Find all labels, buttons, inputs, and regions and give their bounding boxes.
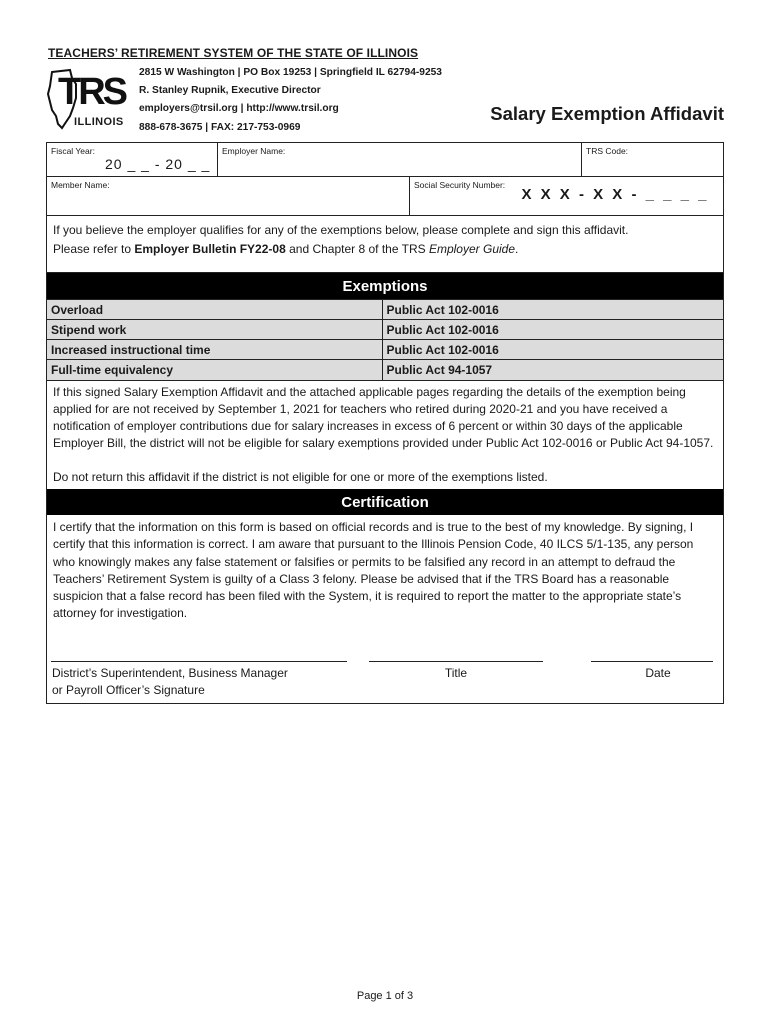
form-title: Salary Exemption Affidavit (490, 103, 724, 124)
signature-area (47, 625, 723, 703)
page-number: Page 1 of 3 (356, 990, 414, 1002)
executive-director: R. Stanley Rupnik, Executive Director (139, 85, 321, 97)
form-row-2 (47, 177, 723, 216)
exemption-act: Public Act 102-0016 (382, 320, 723, 340)
member-name-label: Member Name: (51, 180, 110, 190)
title-line[interactable] (369, 661, 543, 662)
ssn-value: X X X - X X - _ _ _ _ (521, 186, 709, 203)
trs-code-label: TRS Code: (586, 146, 629, 156)
affidavit-form (46, 142, 724, 704)
bulletin-reference: Employer Bulletin FY22-08 (134, 241, 286, 256)
exemption-act: Public Act 94-1057 (382, 360, 723, 380)
email-website: employers@trsil.org | http://www.trsil.org (139, 103, 339, 115)
signature-label: District’s Superintendent, Business Manager or Payroll Officer’s Signature (52, 665, 288, 697)
certification-paragraph: I certify that the information on this form is based on official records and is true to the best of my knowledge. By signing, I certify that this information is correct. I am aware that pursuant to the Illinois Pension Code, 40 ILCS 5/1-135, any person who knowingly makes any false statement or falsifies or permits to be falsified any record in an attempt to defraud the Teachers’ Retirement System is guilty of a Class 3 felony. Please be advised that if the TRS Board has a reasonable suspicion that a false record has been filed with the System, it is required to report the matter to the appropriate state’s attorney for investigation. (53, 519, 694, 621)
contact-block (139, 64, 442, 137)
logo-text: TRS (58, 71, 125, 113)
table-row (47, 360, 723, 380)
ssn-label: Social Security Number: (414, 180, 506, 190)
table-row (47, 300, 723, 320)
logo-state-label: ILLINOIS (74, 116, 124, 128)
exemption-act: Public Act 102-0016 (382, 300, 723, 320)
signature-line[interactable] (51, 661, 347, 662)
exemption-note: Do not return this affidavit if the district is not eligible for one or more of the exemptions listed. (53, 469, 548, 484)
date-line[interactable] (591, 661, 713, 662)
exemption-name: Increased instructional time (47, 340, 382, 360)
organization-title: TEACHERS’ RETIREMENT SYSTEM OF THE STATE OF ILLINOIS (48, 46, 419, 60)
exemption-name: Stipend work (47, 320, 382, 340)
exemption-act: Public Act 102-0016 (382, 340, 723, 360)
certification-heading: Certification (47, 489, 723, 515)
intro-line-2: Please refer to Employer Bulletin FY22-08 and Chapter 8 of the TRS Employer Guide. (53, 241, 519, 256)
ssn-field[interactable] (409, 177, 723, 215)
address: 2815 W Washington | PO Box 19253 | Springfield IL 62794-9253 (139, 67, 442, 78)
intro-text (47, 216, 723, 273)
table-row (47, 320, 723, 340)
table-row (47, 340, 723, 360)
fiscal-year-value: 20 _ _ - 20 _ _ (105, 156, 211, 172)
form-row-1 (47, 143, 723, 177)
fiscal-year-field[interactable] (47, 143, 217, 176)
exemptions-table (47, 299, 723, 380)
trs-code-field[interactable] (581, 143, 723, 176)
title-label: Title (444, 665, 468, 680)
exemption-paragraph: If this signed Salary Exemption Affidavit and the attached applicable pages regarding the details of the exemption being applied for are not received by September 1, 2021 for teachers who retired during 2020-21 and you have received a notification of employer contributions due for salary increases in excess of 6 percent or within 30 days of the applicable Employer Bill, the district will not be eligible for salary exemptions provided under Public Act 102-0016 or Public Act 94-1057. (53, 384, 714, 451)
intro-line-1: If you believe the employer qualifies for any of the exemptions below, please complete and sign this affidavit. (53, 223, 629, 237)
fiscal-year-label: Fiscal Year: (51, 146, 95, 156)
exemption-name: Full-time equivalency (47, 360, 382, 380)
employer-name-label: Employer Name: (222, 146, 286, 156)
member-name-field[interactable] (47, 177, 409, 215)
employer-guide-reference: Employer Guide (428, 241, 516, 256)
date-label: Date (645, 665, 671, 680)
employer-name-field[interactable] (217, 143, 581, 176)
exemptions-heading: Exemptions (47, 273, 723, 299)
phone-fax: 888-678-3675 | FAX: 217-753-0969 (139, 121, 301, 133)
exemption-name: Overload (47, 300, 382, 320)
